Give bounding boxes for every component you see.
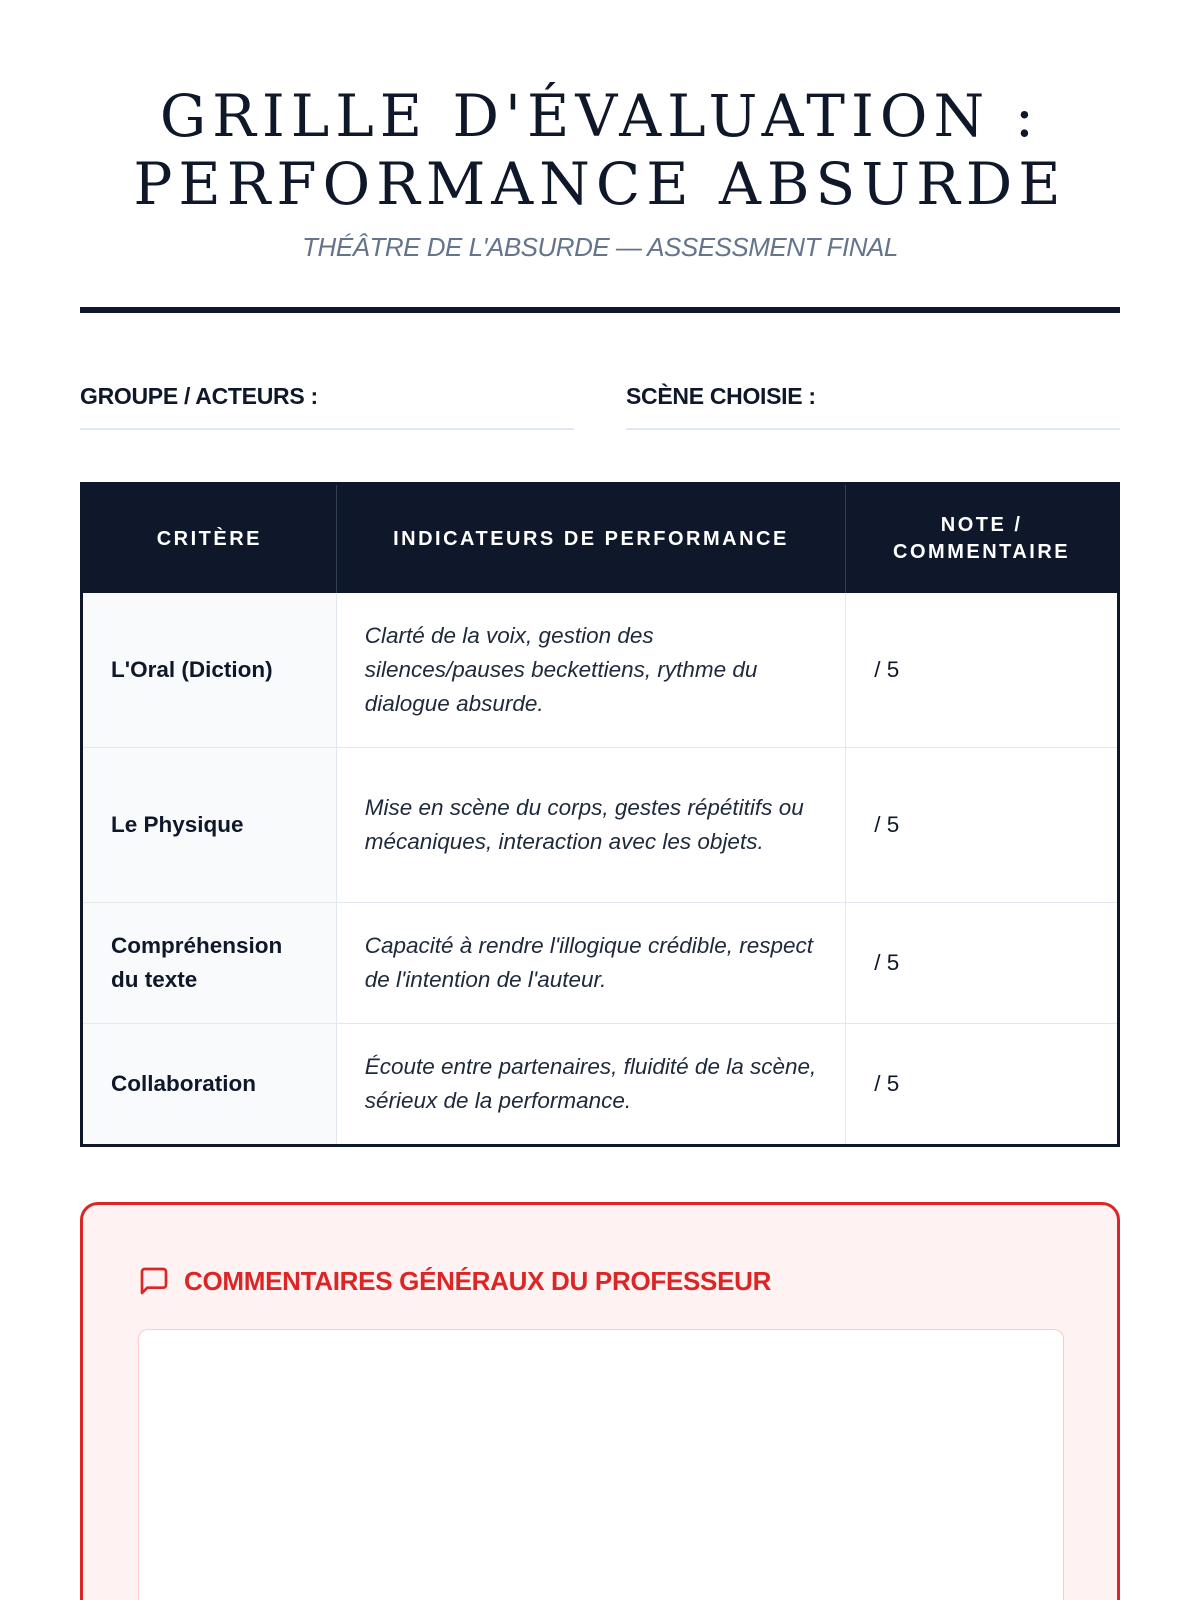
column-header-criterion: CRITÈRE (82, 484, 337, 594)
page-title (80, 82, 1120, 218)
title-divider (80, 307, 1120, 313)
teacher-comments-panel (80, 1202, 1120, 1600)
note-cell[interactable]: / 5 (846, 593, 1119, 748)
teacher-comments-title: COMMENTAIRES GÉNÉRAUX DU PROFESSEUR (184, 1265, 772, 1296)
rubric-table (80, 482, 1120, 1147)
table-row (82, 748, 1119, 903)
group-actors-label: GROUPE / ACTEURS : (80, 383, 318, 409)
table-row (82, 903, 1119, 1024)
indicators-cell: Capacité à rendre l'illogique crédible, respect de l'intention de l'auteur. (336, 903, 845, 1024)
indicators-cell: Clarté de la voix, gestion des silences/pauses beckettiens, rythme du dialogue absurde. (336, 593, 845, 748)
criterion-cell: Le Physique (82, 748, 337, 903)
table-row (82, 593, 1119, 748)
title-line-1: GRILLE D'ÉVALUATION : (159, 82, 1041, 150)
group-actors-field[interactable] (80, 380, 574, 430)
teacher-comments-input[interactable] (138, 1329, 1064, 1600)
note-cell[interactable]: / 5 (846, 748, 1119, 903)
note-cell[interactable]: / 5 (846, 903, 1119, 1024)
teacher-comments-header (138, 1265, 771, 1297)
chosen-scene-field[interactable] (626, 380, 1120, 430)
title-line-2: PERFORMANCE ABSURDE (133, 150, 1067, 218)
indicators-cell: Mise en scène du corps, gestes répétitifs ou mécaniques, interaction avec les objets. (336, 748, 845, 903)
chosen-scene-label: SCÈNE CHOISIE : (626, 383, 816, 409)
criterion-cell: L'Oral (Diction) (82, 593, 337, 748)
column-header-note: NOTE / COMMENTAIRE (846, 484, 1119, 594)
criterion-cell: Compréhension du texte (82, 903, 337, 1024)
rubric-header-row (82, 484, 1119, 594)
column-header-indicators: INDICATEURS DE PERFORMANCE (336, 484, 845, 594)
note-cell[interactable]: / 5 (874, 1071, 900, 1096)
speech-bubble-icon (138, 1265, 170, 1297)
page-subtitle: THÉÂTRE DE L'ABSURDE — ASSESSMENT FINAL (302, 232, 898, 262)
evaluation-sheet (80, 0, 1120, 1600)
table-row (82, 1024, 1119, 1146)
indicators-cell: Écoute entre partenaires, fluidité de la scène, sérieux de la performance. (336, 1024, 845, 1146)
criterion-cell: Collaboration (82, 1024, 337, 1146)
